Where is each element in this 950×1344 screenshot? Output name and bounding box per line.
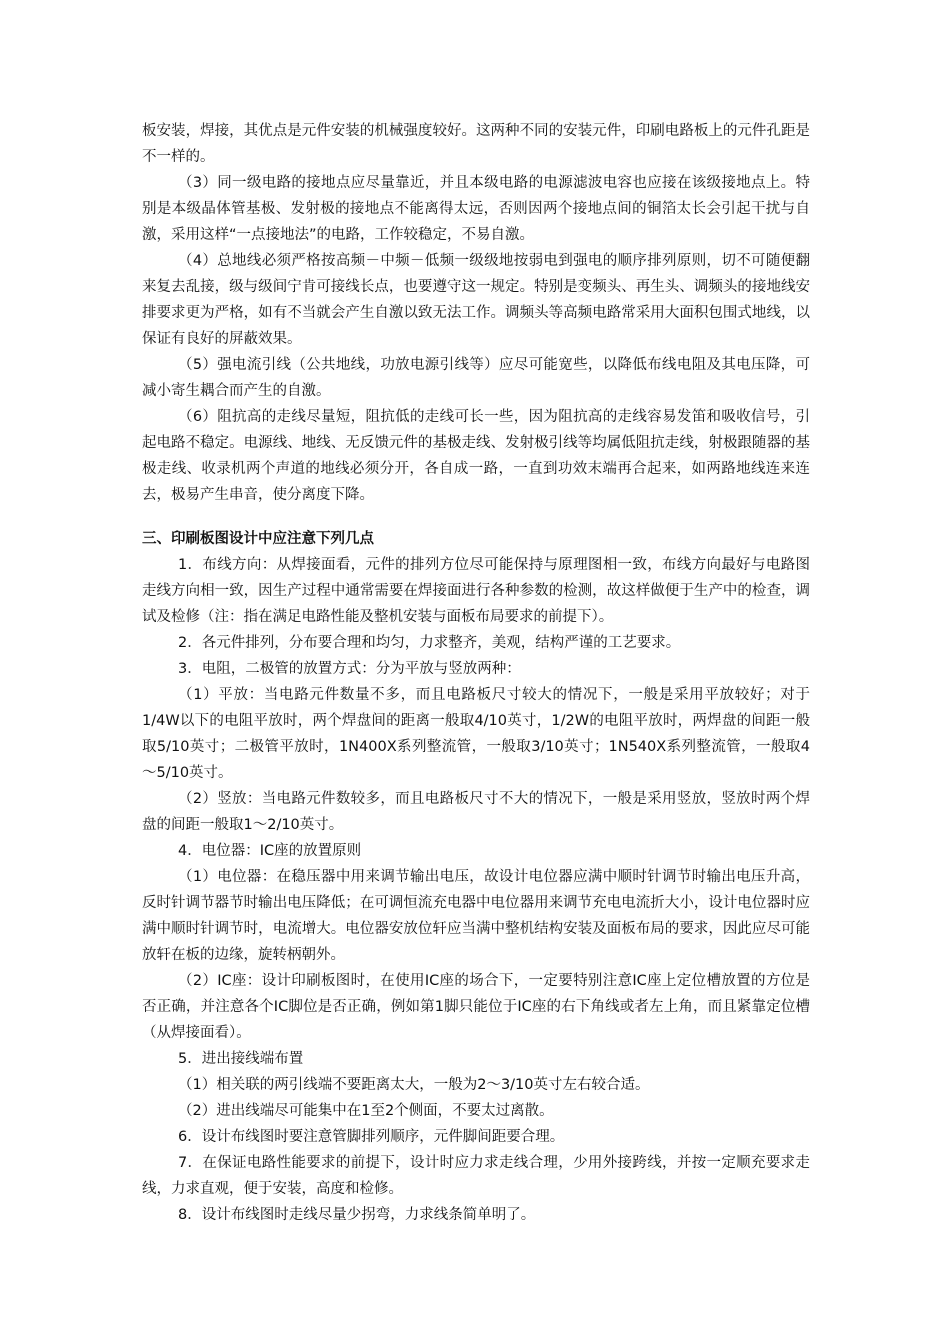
paragraph-pin-order: 6．设计布线图时要注意管脚排列顺序，元件脚间距要合理。: [178, 1129, 565, 1145]
paragraph-terminal-layout: 5．进出接线端布置: [178, 1051, 304, 1067]
paragraph-item-4: （4）总地线必须严格按高频－中频－低频一级级地按弱电到强电的顺序排列原则，切不可随便翻来复去乱接，级与级间宁肯可接线长点，也要遵守这一规定。特别是变频头、再生头、调频头的接地线安排要求更为严格，如有不当就会产生自激以致无法工作。调频头等高频电路常采用大面积包围式地线，以保证有良好的屏蔽效果。: [142, 253, 810, 347]
paragraph-ic-socket: （2）IC座：设计印刷板图时，在使用IC座的场合下，一定要特别注意IC座上定位槽放置的方位是否正确，并注意各个IC脚位是否正确，例如第1脚只能位于IC座的右下角线或者左上角，而且紧靠定位槽（从焊接面看）。: [142, 973, 810, 1041]
paragraph-resistor-diode-placement: 3．电阻，二极管的放置方式：分为平放与竖放两种：: [178, 661, 521, 677]
paragraph-vertical-placement: （2）竖放：当电路元件数较多，而且电路板尺寸不大的情况下，一般是采用竖放，竖放时两个焊盘的间距一般取1～2/10英寸。: [142, 791, 810, 833]
paragraph-wiring-direction: 1．布线方向：从焊接面看，元件的排列方位尽可能保持与原理图相一致，布线方向最好与电路图走线方向相一致，因生产过程中通常需要在焊接面进行各种参数的检测，故这样做便于生产中的检查，调试及检修（注：指在满足电路性能及整机安装与面板布局要求的前提下）。: [142, 557, 810, 625]
paragraph-routing-bends: 8．设计布线图时走线尽量少拐弯，力求线条简单明了。: [178, 1207, 536, 1223]
document-page: [142, 118, 810, 1228]
paragraph-potentiometer-ic-socket: 4．电位器：IC座的放置原则: [178, 843, 362, 859]
paragraph-item-3: （3）同一级电路的接地点应尽量靠近，并且本级电路的电源滤波电容也应接在该级接地点上。特别是本级晶体管基极、发射极的接地点不能离得太远，否则因两个接地点间的铜箔太长会引起干扰与自激，采用这样“一点接地法”的电路，工作较稳定，不易自激。: [142, 175, 810, 243]
paragraph-routing-rules: 7．在保证电路性能要求的前提下，设计时应力求走线合理，少用外接跨线，并按一定顺充要求走线，力求直观，便于安装，高度和检修。: [142, 1155, 810, 1197]
paragraph-intro-continuation: 板安装，焊接，其优点是元件安装的机械强度较好。这两种不同的安装元件，印刷电路板上的元件孔距是不一样的。: [142, 123, 810, 165]
paragraph-potentiometer: （1）电位器：在稳压器中用来调节输出电压，故设计电位器应满中顺时针调节时输出电压升高，反时针调节器节时输出电压降低；在可调恒流充电器中电位器用来调节充电电流折大小，设计电位器时应满中顺时针调节时，电流增大。电位器安放位轩应当满中整机结构安装及面板布局的要求，因此应尽可能放轩在板的边缘，旋转柄朝外。: [142, 869, 810, 963]
paragraph-item-5: （5）强电流引线（公共地线，功放电源引线等）应尽可能宽些，以降低布线电阻及其电压降，可减小寄生耦合而产生的自激。: [142, 357, 810, 399]
paragraph-terminal-distance: （1）相关联的两引线端不要距离太大，一般为2～3/10英寸左右较合适。: [178, 1077, 650, 1093]
paragraph-terminal-sides: （2）进出线端尽可能集中在1至2个侧面，不要太过离散。: [178, 1103, 554, 1119]
paragraph-component-layout: 2．各元件排列，分布要合理和均匀，力求整齐，美观，结构严谨的工艺要求。: [178, 635, 681, 651]
section-heading: 三、印刷板图设计中应注意下列几点: [142, 531, 374, 547]
paragraph-flat-placement: （1）平放：当电路元件数量不多，而且电路板尺寸较大的情况下，一般是采用平放较好；对于1/4W以下的电阻平放时，两个焊盘间的距离一般取4/10英寸，1/2W的电阻平放时，两焊盘的间距一般取5/10英寸；二极管平放时，1N400X系列整流管，一般取3/10英寸；1N540X系列整流管，一般取4～5/10英寸。: [142, 687, 810, 781]
paragraph-item-6: （6）阻抗高的走线尽量短，阻抗低的走线可长一些，因为阻抗高的走线容易发笛和吸收信号，引起电路不稳定。电源线、地线、无反馈元件的基极走线、发射极引线等均属低阻抗走线，射极跟随器的基极走线、收录机两个声道的地线必须分开，各自成一路，一直到功效末端再合起来，如两路地线连来连去，极易产生串音，使分离度下降。: [142, 409, 810, 503]
